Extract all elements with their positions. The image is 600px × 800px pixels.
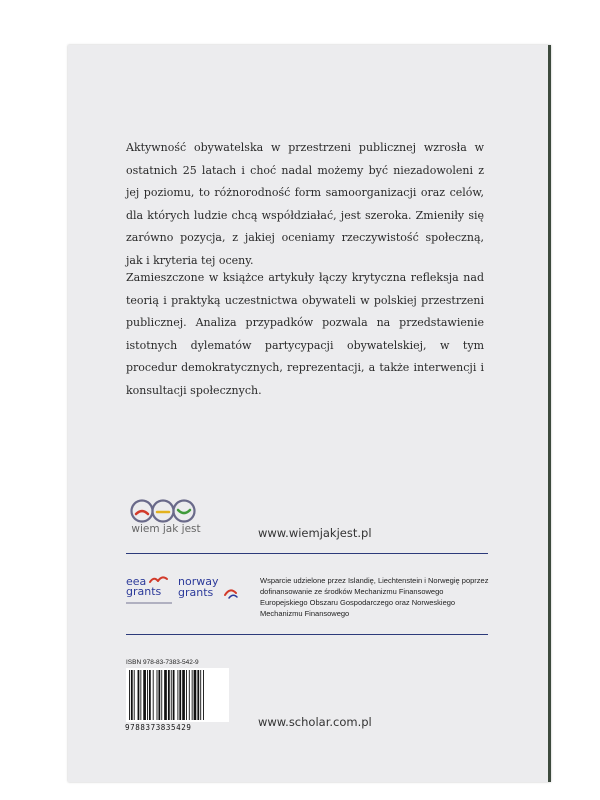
norway-grants-bird-icon xyxy=(223,585,239,601)
barcode-bar xyxy=(143,670,146,720)
barcode-bar xyxy=(186,670,187,720)
barcode-bar xyxy=(168,670,170,720)
barcode-bar xyxy=(138,670,140,720)
eea-grants-line1: eea xyxy=(126,575,147,588)
eea-grants-birds-icon xyxy=(148,574,170,588)
eea-grants-subline xyxy=(126,602,172,604)
barcode-bar xyxy=(197,670,199,720)
barcode-bar xyxy=(192,670,193,720)
barcode-bar xyxy=(173,670,175,720)
barcode-bar xyxy=(194,670,197,720)
barcode-bar xyxy=(171,670,172,720)
barcode-bar xyxy=(189,670,190,720)
barcode-bar xyxy=(134,670,135,720)
barcode-bar xyxy=(131,670,133,720)
blurb-paragraph-2: Zamieszczone w książce artykuły łączy krytyczna refleksja nad teorią i praktyką uczestnictwa obywateli w polskiej przestrzeni publicznej. Analiza przypadków pozwala na przedstawienie istotnych dylematów partycypacji obywatelskiej, w tym procedur demokratycznych, reprezentacji, a także interwencji i konsultacji społecznych. xyxy=(126,271,484,397)
book-back-cover xyxy=(68,45,551,782)
barcode-bar xyxy=(164,670,167,720)
norway-grants-line1: norway xyxy=(178,575,219,588)
barcode-bar xyxy=(158,670,160,720)
barcode-bar xyxy=(177,670,178,720)
blurb-paragraph-1: Aktywność obywatelska w przestrzeni publicznej wzrosła w ostatnich 25 latach i choć nadal możemy być niezadowoleni z jej poziomu, to różnorodność form samoorganizacji oraz celów, dla których ludzie chcą współdziałać, jest szeroka. Zmieniły się zarówno pozycja, z jakiej oceniamy rzeczywistość społeczną, jak i kryteria tej oceny. xyxy=(126,141,484,267)
barcode-bar xyxy=(203,670,204,720)
barcode-bar xyxy=(161,670,162,720)
scholar-url[interactable]: www.scholar.com.pl xyxy=(258,715,372,729)
barcode-bar xyxy=(147,670,148,720)
divider-bottom xyxy=(126,634,488,635)
norway-grants-line2: grants xyxy=(178,586,214,599)
eea-grants-line2: grants xyxy=(126,585,162,598)
barcode-bar xyxy=(179,670,181,720)
wiemjakjest-url[interactable]: www.wiemjakjest.pl xyxy=(258,526,372,540)
isbn-barcode xyxy=(126,668,229,722)
barcode-bar xyxy=(149,670,151,720)
norway-grants-logo xyxy=(178,573,248,613)
barcode-bar xyxy=(140,670,141,720)
barcode-digits: 9788373835429 xyxy=(125,723,192,732)
eea-grants-logo xyxy=(126,572,174,612)
isbn-label: ISBN 978-83-7383-542-9 xyxy=(126,659,199,666)
wiem-jak-jest-logo xyxy=(125,497,205,547)
barcode-bar xyxy=(153,670,154,720)
divider-top xyxy=(126,553,488,554)
barcode-bar xyxy=(129,670,130,720)
grants-support-text: Wsparcie udzielone przez Islandię, Liechtenstein i Norwegię poprzez dofinansowanie ze środków Mechanizmu Finansowego Europejskiego Obszaru Gospodarczego oraz Norweskiego Mechanizmu Finansowego xyxy=(260,576,489,618)
barcode-bar xyxy=(157,670,158,720)
barcode-bar xyxy=(182,670,185,720)
wiem-jak-jest-label: wiem jak jest xyxy=(131,523,201,535)
barcode-bar xyxy=(200,670,201,720)
